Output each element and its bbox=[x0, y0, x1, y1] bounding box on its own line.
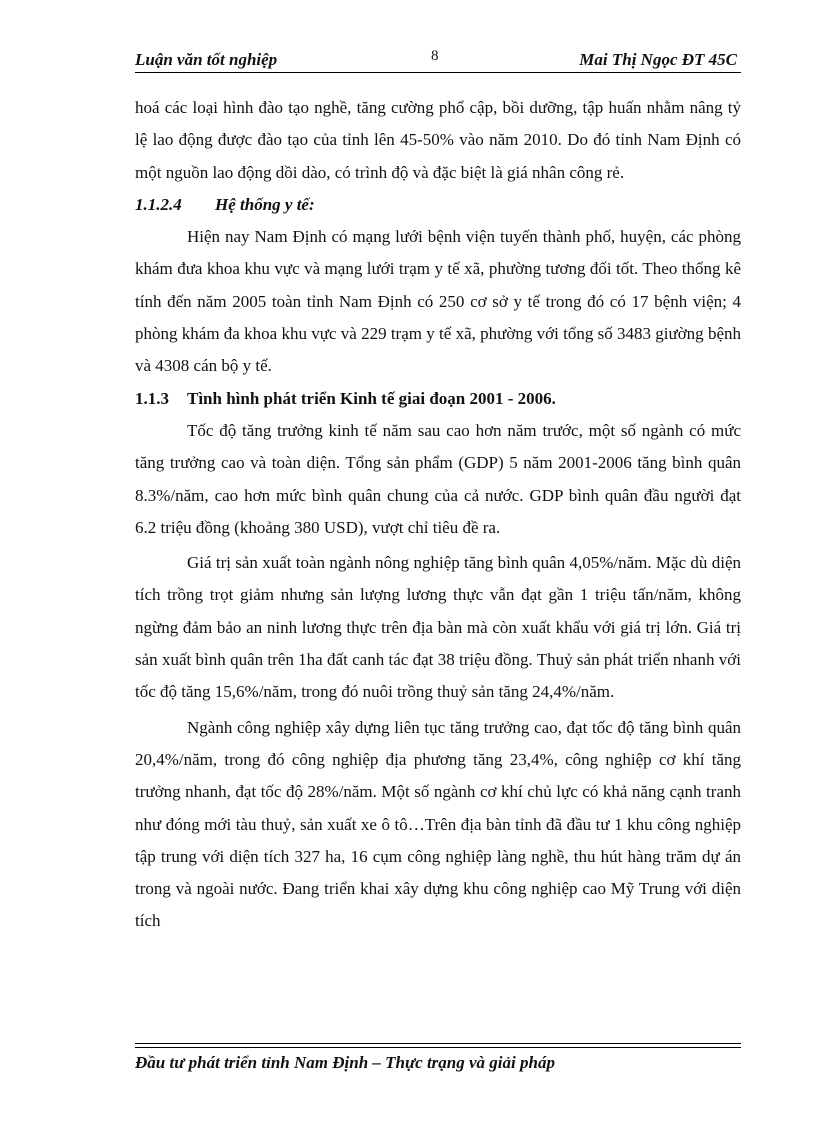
paragraph-3: Tốc độ tăng trưởng kinh tế năm sau cao hơn năm trước, một số ngành có mức tăng trưởng cao và toàn diện. Tổng sản phẩm (GDP) 5 năm 2001-2006 tăng bình quân 8.3%/năm, cao hơn mức bình quân chung của cả nước. GDP bình quân đầu người đạt 6.2 triệu đồng (khoảng 380 USD), vượt chỉ tiêu đề ra. bbox=[135, 420, 741, 537]
section-heading-1-1-2-4 bbox=[135, 189, 741, 221]
paragraph-1: hoá các loại hình đào tạo nghề, tăng cường phổ cập, bồi dưỡng, tập huấn nhằm nâng tỷ lệ lao động được đào tạo của tỉnh lên 45-50% vào năm 2010. Do đó tỉnh Nam Định có một nguồn lao động dồi dào, có trình độ và đặc biệt là giá nhân công rẻ. bbox=[135, 98, 741, 182]
header-rule bbox=[135, 72, 741, 73]
page-footer: Đầu tư phát triển tỉnh Nam Định – Thực trạng và giải pháp bbox=[135, 1053, 555, 1072]
document-body bbox=[135, 92, 741, 938]
section-number: 1.1.2.4 bbox=[135, 194, 182, 214]
header-author: Mai Thị Ngọc ĐT 45C bbox=[579, 50, 737, 69]
section-title: Tình hình phát triển Kinh tế giai đoạn 2001 - 2006. bbox=[187, 388, 556, 408]
section-title: Hệ thống y tế: bbox=[215, 194, 315, 214]
section-heading-1-1-3 bbox=[135, 383, 741, 415]
page-header bbox=[135, 48, 739, 74]
paragraph-5: Ngành công nghiệp xây dựng liên tục tăng trưởng cao, đạt tốc độ tăng bình quân 20,4%/năm, trong đó công nghiệp địa phương tăng 23,4%, công nghiệp cơ khí tăng trưởng nhanh, đạt tốc độ 28%/năm. Một số ngành cơ khí chủ lực có khả năng cạnh tranh như đóng mới tàu thuỷ, sản xuất xe ô tô…Trên địa bàn tỉnh đã đầu tư 1 khu công nghiệp tập trung với diện tích 327 ha, 16 cụm công nghiệp làng nghề, thu hút hàng trăm dự án trong và ngoài nước. Đang triển khai xây dựng khu công nghiệp cao Mỹ Trung với diện tích bbox=[135, 717, 741, 931]
footer-rule-bottom bbox=[135, 1047, 741, 1048]
paragraph-2: Hiện nay Nam Định có mạng lưới bệnh viện tuyến thành phố, huyện, các phòng khám đưa khoa khu vực và mạng lưới trạm y tế xã, phường tương đối tốt. Theo thống kê tính đến năm 2005 toàn tỉnh Nam Định có 250 cơ sở y tế trong đó có 17 bệnh viện; 4 phòng khám đa khoa khu vực và 229 trạm y tế xã, phường với tổng số 3483 giường bệnh và 4308 cán bộ y tế. bbox=[135, 227, 741, 376]
header-thesis-label: Luận văn tốt nghiệp bbox=[135, 50, 278, 69]
paragraph-4: Giá trị sản xuất toàn ngành nông nghiệp tăng bình quân 4,05%/năm. Mặc dù diện tích trồng trọt giảm nhưng sản lượng lương thực vẫn đạt gần 1 triệu tấn/năm, không ngừng đảm bảo an ninh lương thực trên địa bàn mà còn xuất khẩu với giá trị lớn. Giá trị sản xuất bình quân trên 1ha đất canh tác đạt 38 triệu đồng. Thuỷ sản phát triển nhanh với tốc độ tăng 15,6%/năm, trong đó nuôi trồng thuỷ sản tăng 24,4%/năm. bbox=[135, 553, 741, 702]
footer-rule-top bbox=[135, 1043, 741, 1044]
section-number: 1.1.3 bbox=[135, 388, 169, 408]
page-number: 8 bbox=[431, 48, 439, 64]
